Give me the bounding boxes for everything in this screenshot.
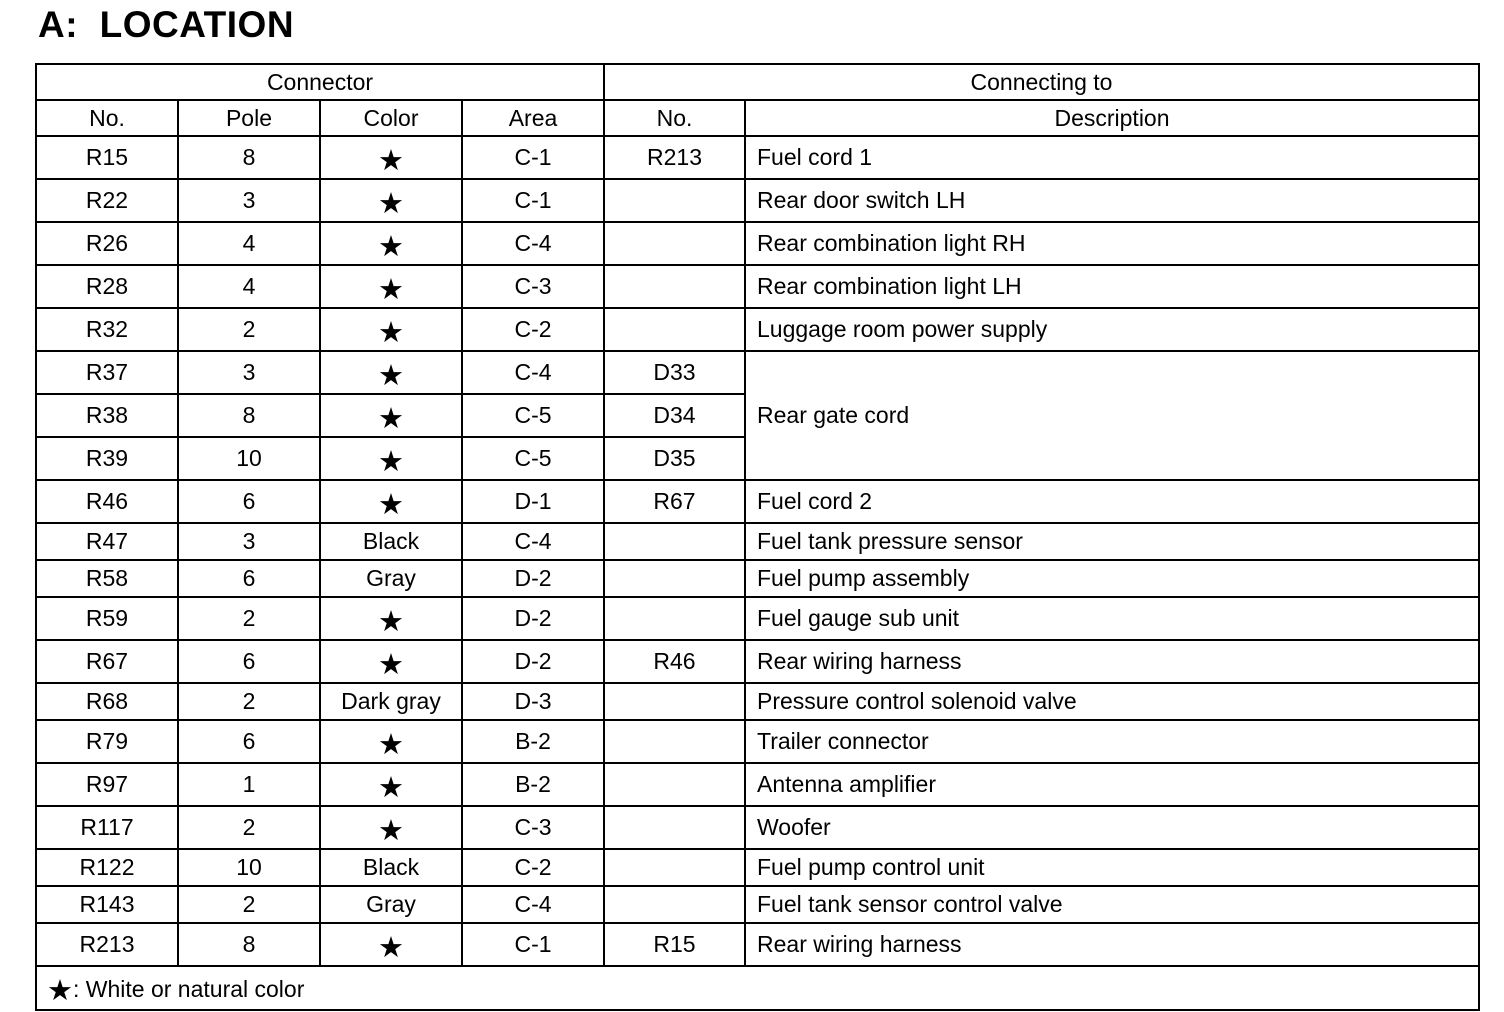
area-cell <box>462 923 604 966</box>
connector-no-cell-text: R46 <box>85 488 129 514</box>
connector-no-cell-text: R58 <box>85 565 129 591</box>
column-header-no: No. <box>36 100 178 136</box>
description-cell: Fuel pump assembly <box>745 560 1479 597</box>
star-icon: ★ <box>378 357 404 392</box>
connecting-no-cell <box>604 480 745 523</box>
connector-no-cell-text: R22 <box>85 187 129 213</box>
area-cell-text: D-3 <box>514 688 552 714</box>
pole-cell <box>178 923 320 966</box>
connector-no-cell <box>36 523 178 560</box>
star-icon: ★ <box>378 603 404 638</box>
area-cell <box>462 265 604 308</box>
description-cell: Antenna amplifier <box>745 763 1479 806</box>
color-cell <box>320 480 462 523</box>
pole-cell <box>178 480 320 523</box>
color-cell <box>320 806 462 849</box>
connector-no-cell-text: R143 <box>79 891 135 917</box>
pole-cell-text: 3 <box>242 187 256 213</box>
area-cell <box>462 179 604 222</box>
area-cell-text: D-2 <box>514 648 552 674</box>
connecting-no-cell <box>604 886 745 923</box>
connecting-no-cell <box>604 265 745 308</box>
connecting-no-cell <box>604 597 745 640</box>
connecting-no-cell <box>604 640 745 683</box>
connecting-no-cell <box>604 720 745 763</box>
table-row <box>36 597 1479 640</box>
connector-no-cell <box>36 136 178 179</box>
connector-no-cell-text: R97 <box>85 771 129 797</box>
pole-cell <box>178 222 320 265</box>
area-cell <box>462 683 604 720</box>
table-row <box>36 265 1479 308</box>
color-cell <box>320 720 462 763</box>
connecting-no-cell <box>604 394 745 437</box>
color-cell <box>320 849 462 886</box>
area-cell <box>462 136 604 179</box>
area-cell-text: B-2 <box>515 771 551 797</box>
column-header-description: Description <box>745 100 1479 136</box>
area-cell-text: C-1 <box>514 144 552 170</box>
area-cell-text: C-3 <box>514 814 552 840</box>
area-cell-text: D-1 <box>514 488 552 514</box>
connector-no-cell <box>36 265 178 308</box>
pole-cell <box>178 763 320 806</box>
color-cell <box>320 640 462 683</box>
star-icon: ★ <box>378 769 404 804</box>
connector-no-cell <box>36 763 178 806</box>
column-header-connecting-no: No. <box>604 100 745 136</box>
star-icon: ★ <box>378 443 404 478</box>
area-cell <box>462 523 604 560</box>
table-row <box>36 683 1479 720</box>
description-cell: Rear wiring harness <box>745 640 1479 683</box>
pole-cell <box>178 683 320 720</box>
pole-cell-text: 8 <box>242 402 256 428</box>
area-cell-text: C-4 <box>514 891 552 917</box>
pole-cell-text: 2 <box>242 891 256 917</box>
area-cell-text: C-1 <box>514 187 552 213</box>
connector-no-cell-text: R38 <box>85 402 129 428</box>
connecting-no-cell <box>604 179 745 222</box>
star-icon: ★ <box>378 185 404 220</box>
connector-no-cell <box>36 597 178 640</box>
area-cell-text: B-2 <box>515 728 551 754</box>
connector-no-cell-text: R213 <box>79 931 135 957</box>
description-cell: Luggage room power supply <box>745 308 1479 351</box>
area-cell-text: C-2 <box>514 316 552 342</box>
connecting-no-cell <box>604 351 745 394</box>
connector-no-cell-text: R28 <box>85 273 129 299</box>
star-icon: ★ <box>378 142 404 177</box>
description-cell: Fuel cord 1 <box>745 136 1479 179</box>
footnote-text: : White or natural color <box>73 976 305 1002</box>
area-cell <box>462 806 604 849</box>
page-title: A: LOCATION <box>38 4 295 45</box>
pole-cell-text: 6 <box>242 565 256 591</box>
area-cell <box>462 720 604 763</box>
pole-cell <box>178 394 320 437</box>
star-icon: ★ <box>378 646 404 681</box>
area-cell <box>462 222 604 265</box>
color-cell <box>320 394 462 437</box>
pole-cell-text: 2 <box>242 316 256 342</box>
pole-cell <box>178 351 320 394</box>
table-row <box>36 886 1479 923</box>
pole-cell-text: 2 <box>242 814 256 840</box>
footnote <box>36 966 1479 1010</box>
pole-cell-text: 6 <box>242 488 256 514</box>
connector-no-cell-text: R59 <box>85 605 129 631</box>
table-row <box>36 640 1479 683</box>
connector-no-cell-text: R26 <box>85 230 129 256</box>
color-cell <box>320 560 462 597</box>
connecting-no-cell-text: D35 <box>653 445 696 471</box>
column-header-row <box>36 100 1479 136</box>
color-cell <box>320 308 462 351</box>
star-icon: ★ <box>378 314 404 349</box>
area-cell-text: C-5 <box>514 402 552 428</box>
description-cell: Rear combination light LH <box>745 265 1479 308</box>
connector-no-cell <box>36 394 178 437</box>
area-cell-text: C-4 <box>514 359 552 385</box>
connecting-no-cell <box>604 683 745 720</box>
color-cell-text: Black <box>362 528 420 554</box>
color-cell <box>320 683 462 720</box>
table-row <box>36 763 1479 806</box>
color-cell <box>320 763 462 806</box>
table-row <box>36 849 1479 886</box>
connecting-no-cell-text: D33 <box>653 359 696 385</box>
description-cell: Fuel tank pressure sensor <box>745 523 1479 560</box>
connecting-no-cell-text: D34 <box>653 402 696 428</box>
description-cell: Woofer <box>745 806 1479 849</box>
area-cell <box>462 437 604 480</box>
pole-cell-text: 2 <box>242 605 256 631</box>
area-cell-text: C-2 <box>514 854 552 880</box>
connecting-no-cell <box>604 308 745 351</box>
connecting-no-cell <box>604 923 745 966</box>
star-icon: ★ <box>378 812 404 847</box>
pole-cell-text: 8 <box>242 931 256 957</box>
table-row <box>36 523 1479 560</box>
area-cell <box>462 394 604 437</box>
description-cell: Fuel pump control unit <box>745 849 1479 886</box>
group-header-row <box>36 64 1479 100</box>
description-cell: Fuel gauge sub unit <box>745 597 1479 640</box>
table-row <box>36 136 1479 179</box>
table-row <box>36 179 1479 222</box>
pole-cell <box>178 179 320 222</box>
pole-cell-text: 3 <box>242 359 256 385</box>
connector-no-cell <box>36 806 178 849</box>
connecting-no-cell <box>604 806 745 849</box>
connector-no-cell <box>36 222 178 265</box>
pole-cell-text: 4 <box>242 230 256 256</box>
connecting-no-cell <box>604 222 745 265</box>
star-icon: ★ <box>378 228 404 263</box>
table-row <box>36 222 1479 265</box>
footnote-row <box>36 966 1479 1010</box>
pole-cell-text: 6 <box>242 648 256 674</box>
color-cell <box>320 597 462 640</box>
connecting-no-cell <box>604 523 745 560</box>
pole-cell-text: 3 <box>242 528 256 554</box>
connector-no-cell <box>36 437 178 480</box>
description-cell: Trailer connector <box>745 720 1479 763</box>
connector-no-cell <box>36 560 178 597</box>
connector-no-cell <box>36 683 178 720</box>
area-cell <box>462 308 604 351</box>
area-cell <box>462 763 604 806</box>
connecting-no-cell <box>604 437 745 480</box>
description-cell: Fuel tank sensor control valve <box>745 886 1479 923</box>
area-cell-text: C-3 <box>514 273 552 299</box>
connector-no-cell <box>36 351 178 394</box>
connecting-no-cell <box>604 849 745 886</box>
connecting-no-cell <box>604 136 745 179</box>
connector-no-cell-text: R32 <box>85 316 129 342</box>
table-row <box>36 480 1479 523</box>
pole-cell <box>178 136 320 179</box>
pole-cell-text: 8 <box>242 144 256 170</box>
pole-cell <box>178 560 320 597</box>
connecting-no-cell-text: R46 <box>653 648 696 674</box>
star-icon: ★ <box>378 400 404 435</box>
pole-cell <box>178 308 320 351</box>
color-cell-text: Dark gray <box>341 688 441 714</box>
table-row <box>36 560 1479 597</box>
connector-no-cell <box>36 640 178 683</box>
description-cell: Rear combination light RH <box>745 222 1479 265</box>
area-cell <box>462 640 604 683</box>
star-icon: ★ <box>378 726 404 761</box>
connecting-no-cell-text: R67 <box>653 488 696 514</box>
connector-no-cell-text: R122 <box>79 854 135 880</box>
area-cell <box>462 886 604 923</box>
star-icon: ★ <box>378 929 404 964</box>
connector-no-cell-text: R15 <box>85 144 129 170</box>
color-cell <box>320 923 462 966</box>
pole-cell-text: 2 <box>242 688 256 714</box>
area-cell <box>462 560 604 597</box>
connector-no-cell <box>36 886 178 923</box>
pole-cell <box>178 265 320 308</box>
connector-no-cell <box>36 179 178 222</box>
area-cell <box>462 351 604 394</box>
connecting-no-cell <box>604 763 745 806</box>
table-row <box>36 720 1479 763</box>
connector-group-header: Connector <box>36 64 604 100</box>
area-cell-text: C-4 <box>514 528 552 554</box>
connector-no-cell <box>36 923 178 966</box>
color-cell <box>320 523 462 560</box>
area-cell-text: D-2 <box>514 605 552 631</box>
table-row <box>36 923 1479 966</box>
connecting-no-cell-text: R15 <box>653 931 696 957</box>
description-cell: Fuel cord 2 <box>745 480 1479 523</box>
pole-cell <box>178 886 320 923</box>
color-cell <box>320 437 462 480</box>
area-cell-text: C-5 <box>514 445 552 471</box>
connector-no-cell-text: R68 <box>85 688 129 714</box>
pole-cell-text: 1 <box>242 771 256 797</box>
connecting-to-group-header: Connecting to <box>604 64 1479 100</box>
column-header-color: Color <box>320 100 462 136</box>
connector-no-cell-text: R39 <box>85 445 129 471</box>
description-cell: Rear wiring harness <box>745 923 1479 966</box>
pole-cell <box>178 597 320 640</box>
connector-no-cell <box>36 480 178 523</box>
description-cell: Rear gate cord <box>745 351 1479 480</box>
table-row <box>36 806 1479 849</box>
area-cell <box>462 480 604 523</box>
description-cell: Pressure control solenoid valve <box>745 683 1479 720</box>
pole-cell-text: 4 <box>242 273 256 299</box>
area-cell-text: D-2 <box>514 565 552 591</box>
star-icon: ★ <box>378 486 404 521</box>
color-cell <box>320 136 462 179</box>
pole-cell <box>178 806 320 849</box>
color-cell <box>320 886 462 923</box>
connector-no-cell <box>36 720 178 763</box>
table-row <box>36 308 1479 351</box>
description-cell: Rear door switch LH <box>745 179 1479 222</box>
connecting-no-cell <box>604 560 745 597</box>
color-cell <box>320 351 462 394</box>
connector-no-cell-text: R67 <box>85 648 129 674</box>
connector-no-cell-text: R79 <box>85 728 129 754</box>
pole-cell <box>178 523 320 560</box>
color-cell <box>320 222 462 265</box>
area-cell <box>462 597 604 640</box>
connector-no-cell <box>36 308 178 351</box>
color-cell-text: Black <box>362 854 420 880</box>
pole-cell-text: 10 <box>236 445 262 471</box>
connector-no-cell-text: R47 <box>85 528 129 554</box>
star-icon: ★ <box>378 271 404 306</box>
color-cell <box>320 265 462 308</box>
column-header-area: Area <box>462 100 604 136</box>
pole-cell <box>178 640 320 683</box>
pole-cell-text: 6 <box>242 728 256 754</box>
connecting-no-cell-text: R213 <box>647 144 702 170</box>
color-cell <box>320 179 462 222</box>
connector-no-cell-text: R37 <box>85 359 129 385</box>
pole-cell-text: 10 <box>236 854 262 880</box>
pole-cell <box>178 720 320 763</box>
area-cell-text: C-1 <box>514 931 552 957</box>
table-row <box>36 351 1479 394</box>
color-cell-text: Gray <box>366 891 416 917</box>
connector-no-cell-text: R117 <box>80 814 134 840</box>
connector-location-table <box>35 63 1480 1011</box>
color-cell-text: Gray <box>366 565 416 591</box>
pole-cell <box>178 437 320 480</box>
star-icon: ★ <box>47 973 73 1007</box>
connector-no-cell <box>36 849 178 886</box>
area-cell <box>462 849 604 886</box>
column-header-pole: Pole <box>178 100 320 136</box>
area-cell-text: C-4 <box>514 230 552 256</box>
pole-cell <box>178 849 320 886</box>
